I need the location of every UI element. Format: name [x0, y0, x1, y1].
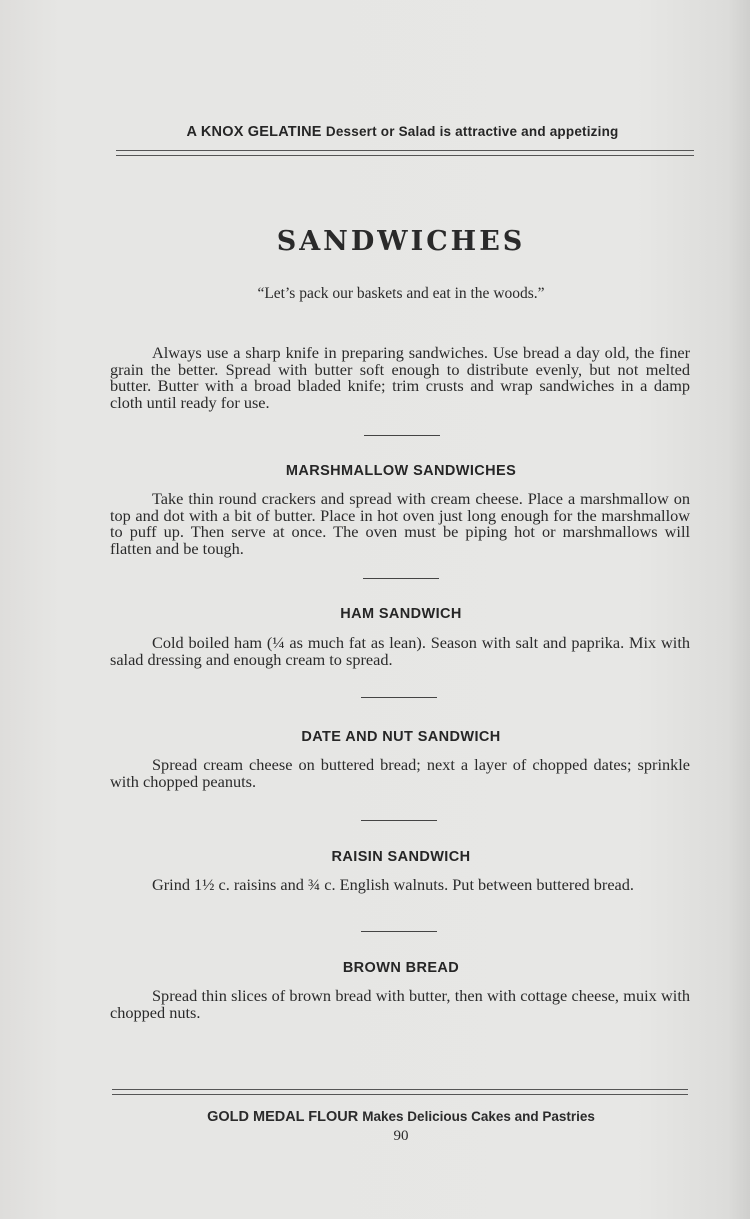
footer-double-rule	[112, 1089, 688, 1095]
intro-paragraph: Always use a sharp knife in preparing sandwiches. Use bread a day old, the finer grain the better. Spread with butter soft enough to distribute evenly, but not melted butter. Butter with a broad bladed knife; trim crusts and wrap sandwiches in a damp cloth until ready for use.	[110, 343, 690, 412]
epigraph-quote: “Let’s pack our baskets and eat in the woods.”	[257, 285, 545, 302]
recipe-heading-brown-bread: BROWN BREAD	[342, 960, 460, 976]
header-brand: A KNOX GELATINE	[186, 124, 322, 140]
footer-tagline: Makes Delicious Cakes and Pastries	[362, 1109, 595, 1124]
recipe-text-brown-bread: Spread thin slices of brown bread with butter, then with cottage cheese, muix with chopped nuts.	[110, 986, 690, 1022]
page-number: 90	[393, 1128, 409, 1144]
recipe-text-date-nut: Spread cream cheese on buttered bread; next a layer of chopped dates; sprinkle with chopped peanuts.	[110, 755, 690, 791]
recipe-heading-date-nut: DATE AND NUT SANDWICH	[301, 729, 501, 745]
footer-brand: GOLD MEDAL FLOUR	[207, 1109, 359, 1125]
section-divider	[361, 697, 437, 698]
section-divider	[361, 820, 437, 821]
recipe-heading-ham: HAM SANDWICH	[340, 606, 462, 622]
header-tagline: Dessert or Salad is attractive and appetizing	[325, 124, 619, 139]
section-divider	[364, 435, 440, 436]
recipe-heading-raisin: RAISIN SANDWICH	[331, 849, 471, 865]
recipe-text-raisin: Grind 1½ c. raisins and ¾ c. English walnuts. Put between buttered bread.	[152, 875, 634, 894]
page-title: SANDWICHES	[276, 226, 526, 257]
recipe-text-marshmallow: Take thin round crackers and spread with cream cheese. Place a marshmallow on top and dot with a bit of butter. Place in hot oven just long enough for the marshmallow to puff up. Then serve at once. The oven must be piping hot or marshmallows will flatten and be tough.	[110, 489, 690, 558]
header-double-rule	[116, 150, 694, 156]
section-divider	[361, 931, 437, 932]
recipe-heading-marshmallow: MARSHMALLOW SANDWICHES	[285, 463, 517, 479]
section-divider	[363, 578, 439, 579]
recipe-text-ham: Cold boiled ham (¼ as much fat as lean). Season with salt and paprika. Mix with salad dressing and enough cream to spread.	[110, 633, 690, 669]
page-header	[115, 124, 690, 140]
page-footer	[110, 1109, 692, 1125]
